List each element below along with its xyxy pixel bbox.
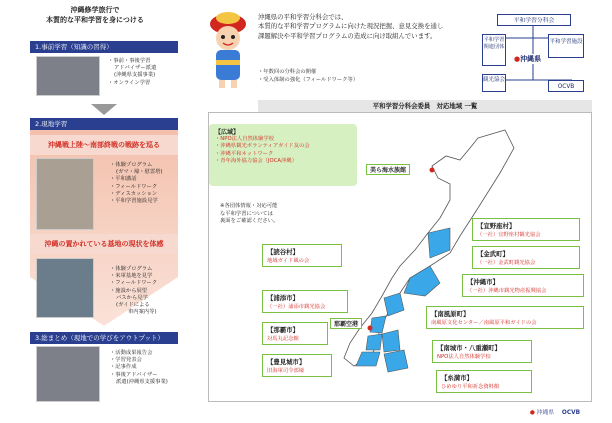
section-2-photo-1 — [36, 158, 94, 230]
intro-text: 沖縄県の平和学習分科会では、 本質的な平和学習プログラムに向けた現況把握、意見交換を通し 課題解決や平和学習プログラムの造成に向け取組んでいます。 — [258, 13, 444, 40]
area-box-urasoe: 【浦添市】 （一社）浦添市観光協会 — [262, 290, 348, 313]
mascot-illustration — [205, 8, 251, 90]
intro-notes: ・年数回の分科会の開催 ・受入体制の強化（フィールドワーク等） — [258, 69, 359, 83]
section-2-band-2: 沖縄の置かれている基地の現状を体感 — [30, 234, 178, 254]
org-left-box: 平和学習関連団体 — [482, 34, 506, 66]
airport-label: 那覇空港 — [330, 318, 362, 329]
section-1-header: 1.事前学習（知識の習得） — [30, 41, 178, 53]
org-top-box: 平和学習分科会 — [497, 14, 571, 26]
section-2-photo-2 — [36, 258, 94, 318]
section-3-photo — [36, 346, 100, 402]
area-box-itoman: 【糸満市】 ひめゆり平和祈念資料館 — [436, 370, 532, 393]
area-box-haebaru: 【南風原町】 南風原文化センター／南風原平和ガイドの会 — [426, 306, 584, 329]
section-2-band-1: 沖縄戦上陸～南部終戦の戦跡を巡る — [30, 135, 178, 155]
okinawa-pref-logo-icon: ● — [529, 410, 535, 416]
area-box-tomigusuku: 【豊見城市】 旧海軍司令部壕 — [262, 354, 332, 377]
section-2-bullets-1: ・体験プログラム (ガマ・壕・慰霊塔) ・平和講話 ・フィールドワーク ・ディスカッション ・平和学習施設見学 — [110, 162, 163, 205]
section-1-bullets: ・事前・事後学習 アドバイザー派遣 (沖縄県支援事業) ・オンライン学習 — [108, 58, 157, 86]
footer-logos: ● 沖縄県 OCVB — [529, 410, 580, 416]
org-center-label: ●沖縄県 — [514, 55, 542, 63]
aquarium-label: 美ら海水族館 — [366, 164, 410, 175]
document-title — [40, 5, 150, 25]
section-2-bullets-2: ・体験プログラム ・米軍基地を見学 ・フィールドワーク ・施設から展望 バスから見学 (ガイドによる 車内案内等) — [110, 266, 158, 316]
area-box-ginoza: 【宜野座村】 （一社）宜野座村観光協会 — [472, 218, 580, 241]
area-box-naha: 【那覇市】 対馬丸記念館 — [262, 322, 328, 345]
org-bottom-right-box: OCVB — [548, 80, 584, 92]
org-right-box: 平和学習施設 — [548, 34, 584, 58]
section-3-bullets: ・活動成果報告会 ・学習発表会 ・記事作成 ・事後アドバイザー 派遣(沖縄県支援事業) — [110, 350, 168, 385]
org-bottom-left-box: 観光協会 — [482, 74, 506, 92]
wide-area-box: 【広域】 ・NPO法人自然体験学校 ・沖縄県観光ボランティアガイド友の会 ・沖縄平和ネットワーク ・青年海外協力協会（JOCA沖縄） — [209, 124, 357, 186]
section-3-header: 3.総まとめ（現地での学びをアウトプット） — [30, 332, 178, 344]
area-box-kin: 【金武町】 （一社）金武町観光協会 — [472, 246, 580, 269]
title-line-2: 本質的な平和学習を身につける — [46, 16, 144, 24]
area-box-yomitan: 【読谷村】 地域ガイド風の会 — [262, 244, 342, 267]
section-2-header: 2.現地学習 — [30, 118, 178, 130]
flow-arrow-1 — [91, 104, 117, 115]
okinawa-logo-icon: ● — [514, 55, 521, 63]
title-line-1: 沖縄修学旅行で — [70, 6, 120, 14]
area-box-nanjo-yaese: 【南城市・八重瀬町】 NPO法人自然体験学校 — [432, 340, 532, 363]
map-section-title: 平和学習分科会委員 対応地域 一覧 — [258, 100, 592, 112]
section-1-photo — [36, 56, 100, 96]
area-box-okinawa-city: 【沖縄市】 （一社）沖縄市観光物産振興協会 — [462, 274, 584, 297]
map-note: ※各団体情報・対応可能 な平和学習については 裏面をご確認ください。 — [220, 203, 279, 224]
